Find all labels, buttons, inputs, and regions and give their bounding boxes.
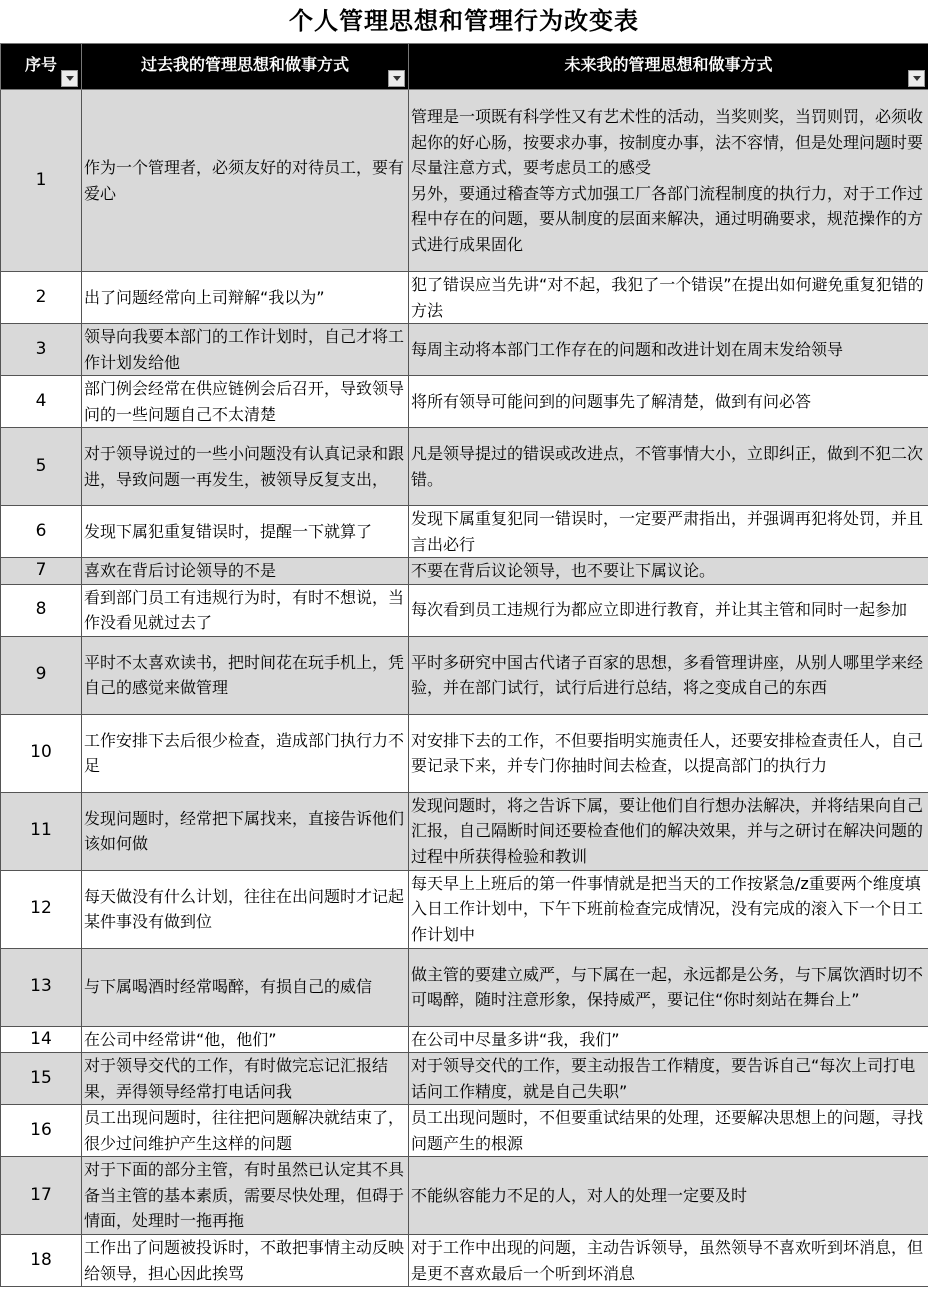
future-cell[interactable]: 做主管的要建立威严，与下属在一起，永远都是公务，与下属饮酒时切不可喝醉，随时注意形象，保持威严，要记住“你时刻站在舞台上”	[409, 948, 928, 1026]
future-cell[interactable]: 在公司中尽量多讲“我，我们”	[409, 1026, 928, 1053]
table-row	[1, 272, 928, 324]
past-cell[interactable]: 喜欢在背后讨论领导的不是	[82, 558, 409, 585]
num-cell[interactable]: 8	[1, 584, 82, 636]
column-header-num-label: 序号	[24, 55, 57, 74]
future-cell[interactable]: 对安排下去的工作，不但要指明实施责任人，还要安排检查责任人，自己要记录下来，并专门你抽时间去检查，以提高部门的执行力	[409, 714, 928, 792]
future-cell[interactable]: 不能纵容能力不足的人，对人的处理一定要及时	[409, 1157, 928, 1235]
past-cell[interactable]: 在公司中经常讲“他，他们”	[82, 1026, 409, 1053]
past-cell[interactable]: 员工出现问题时，往往把问题解决就结束了，很少过问维护产生这样的问题	[82, 1105, 409, 1157]
future-cell[interactable]: 发现下属重复犯同一错误时，一定要严肃指出，并强调再犯将处罚，并且言出必行	[409, 506, 928, 558]
num-cell[interactable]: 6	[1, 506, 82, 558]
past-cell[interactable]: 平时不太喜欢读书，把时间花在玩手机上，凭自己的感觉来做管理	[82, 636, 409, 714]
future-cell[interactable]: 凡是领导提过的错误或改进点，不管事情大小，立即纠正，做到不犯二次错。	[409, 428, 928, 506]
column-header-past	[82, 44, 409, 90]
table-row	[1, 558, 928, 585]
num-cell[interactable]: 15	[1, 1053, 82, 1105]
past-cell[interactable]: 看到部门员工有违规行为时，有时不想说，当作没看见就过去了	[82, 584, 409, 636]
future-cell[interactable]: 每天早上上班后的第一件事情就是把当天的工作按紧急/z重要两个维度填入日工作计划中，下午下班前检查完成情况，没有完成的滚入下一个日工作计划中	[409, 870, 928, 948]
table-row	[1, 1026, 928, 1053]
filter-dropdown-icon[interactable]	[908, 70, 925, 87]
future-cell[interactable]: 每次看到员工违规行为都应立即进行教育，并让其主管和同时一起参加	[409, 584, 928, 636]
past-cell[interactable]: 部门例会经常在供应链例会后召开，导致领导问的一些问题自己不太清楚	[82, 376, 409, 428]
future-cell[interactable]: 将所有领导可能问到的问题事先了解清楚，做到有问必答	[409, 376, 928, 428]
past-cell[interactable]: 每天做没有什么计划，往往在出问题时才记起某件事没有做到位	[82, 870, 409, 948]
column-header-past-label: 过去我的管理思想和做事方式	[140, 55, 349, 74]
num-cell[interactable]: 17	[1, 1157, 82, 1235]
past-cell[interactable]: 工作出了问题被投诉时，不敢把事情主动反映给领导，担心因此挨骂	[82, 1235, 409, 1287]
table-row	[1, 870, 928, 948]
table-row	[1, 376, 928, 428]
column-header-num	[1, 44, 82, 90]
num-cell[interactable]: 12	[1, 870, 82, 948]
future-cell[interactable]: 犯了错误应当先讲“对不起，我犯了一个错误”在提出如何避免重复犯错的方法	[409, 272, 928, 324]
future-cell[interactable]: 对于领导交代的工作，要主动报告工作精度，要告诉自己“每次上司打电话问工作精度，就是自己失职”	[409, 1053, 928, 1105]
future-cell[interactable]: 员工出现问题时，不但要重试结果的处理，还要解决思想上的问题，寻找问题产生的根源	[409, 1105, 928, 1157]
num-cell[interactable]: 7	[1, 558, 82, 585]
page-title: 个人管理思想和管理行为改变表	[289, 7, 639, 35]
table-row	[1, 506, 928, 558]
future-cell[interactable]: 管理是一项既有科学性又有艺术性的活动，当奖则奖，当罚则罚，必须收起你的好心肠，按要求办事，按制度办事，法不容情，但是处理问题时要尽量注意方式，要考虑员工的感受 另外，要通过稽查等方式加强工厂各部门流程制度的执行力，对于工作过程中存在的问题，要从制度的层面来解决，通过明确要求，规范操作的方式进行成果固化	[409, 90, 928, 272]
num-cell[interactable]: 16	[1, 1105, 82, 1157]
table-row	[1, 90, 928, 272]
num-cell[interactable]: 3	[1, 324, 82, 376]
table-row	[1, 636, 928, 714]
num-cell[interactable]: 5	[1, 428, 82, 506]
past-cell[interactable]: 工作安排下去后很少检查，造成部门执行力不足	[82, 714, 409, 792]
table-row	[1, 428, 928, 506]
future-cell[interactable]: 对于工作中出现的问题，主动告诉领导，虽然领导不喜欢听到坏消息，但是更不喜欢最后一个听到坏消息	[409, 1235, 928, 1287]
num-cell[interactable]: 9	[1, 636, 82, 714]
table-header-row	[1, 44, 928, 90]
column-header-future-label: 未来我的管理思想和做事方式	[564, 55, 773, 74]
num-cell[interactable]: 18	[1, 1235, 82, 1287]
table-row	[1, 584, 928, 636]
past-cell[interactable]: 对于下面的部分主管，有时虽然已认定其不具备当主管的基本素质，需要尽快处理，但碍于情面，处理时一拖再拖	[82, 1157, 409, 1235]
past-cell[interactable]: 作为一个管理者，必须友好的对待员工，要有爱心	[82, 90, 409, 272]
num-cell[interactable]: 2	[1, 272, 82, 324]
table-row	[1, 1053, 928, 1105]
table-row	[1, 1157, 928, 1235]
num-cell[interactable]: 11	[1, 792, 82, 870]
table-row	[1, 1235, 928, 1287]
future-cell[interactable]: 平时多研究中国古代诸子百家的思想，多看管理讲座，从别人哪里学来经验，并在部门试行，试行后进行总结，将之变成自己的东西	[409, 636, 928, 714]
filter-dropdown-icon[interactable]	[61, 70, 78, 87]
future-cell[interactable]: 不要在背后议论领导，也不要让下属议论。	[409, 558, 928, 585]
past-cell[interactable]: 与下属喝酒时经常喝醉，有损自己的威信	[82, 948, 409, 1026]
num-cell[interactable]: 4	[1, 376, 82, 428]
past-cell[interactable]: 对于领导交代的工作，有时做完忘记汇报结果，弄得领导经常打电话问我	[82, 1053, 409, 1105]
management-change-table	[0, 43, 928, 1287]
past-cell[interactable]: 发现问题时，经常把下属找来，直接告诉他们该如何做	[82, 792, 409, 870]
table-row	[1, 324, 928, 376]
past-cell[interactable]: 领导向我要本部门的工作计划时，自己才将工作计划发给他	[82, 324, 409, 376]
table-row	[1, 714, 928, 792]
num-cell[interactable]: 1	[1, 90, 82, 272]
num-cell[interactable]: 13	[1, 948, 82, 1026]
table-row	[1, 948, 928, 1026]
future-cell[interactable]: 发现问题时，将之告诉下属，要让他们自行想办法解决，并将结果向自己汇报，自己隔断时间还要检查他们的解决效果，并与之研讨在解决问题的过程中所获得检验和教训	[409, 792, 928, 870]
past-cell[interactable]: 对于领导说过的一些小问题没有认真记录和跟进，导致问题一再发生，被领导反复支出，	[82, 428, 409, 506]
past-cell[interactable]: 发现下属犯重复错误时，提醒一下就算了	[82, 506, 409, 558]
table-row	[1, 1105, 928, 1157]
table-row	[1, 792, 928, 870]
filter-dropdown-icon[interactable]	[388, 70, 405, 87]
column-header-future	[409, 44, 928, 90]
past-cell[interactable]: 出了问题经常向上司辩解“我以为”	[82, 272, 409, 324]
num-cell[interactable]: 14	[1, 1026, 82, 1053]
future-cell[interactable]: 每周主动将本部门工作存在的问题和改进计划在周末发给领导	[409, 324, 928, 376]
num-cell[interactable]: 10	[1, 714, 82, 792]
